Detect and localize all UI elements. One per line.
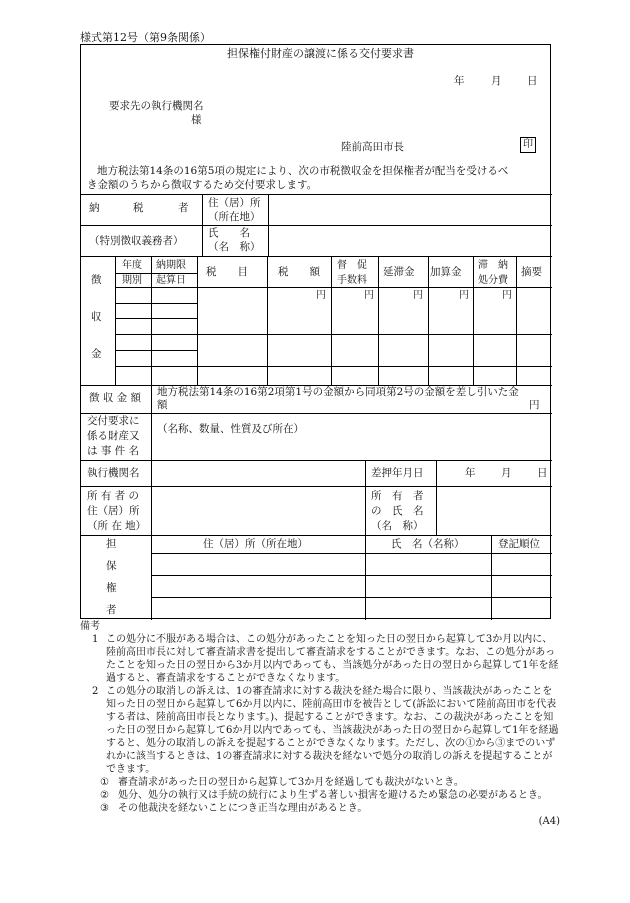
taxpayer-label-3: 者	[178, 202, 189, 214]
header-start-date: 起算日	[156, 275, 186, 286]
date-day: 日	[527, 75, 538, 87]
header-tax-amount: 税 額	[278, 266, 320, 278]
intro-line-2: き金額のうちから徴収するため交付要求します。	[87, 179, 318, 191]
condition-3-text: その他裁決を経ないことにつき正当な理由があるとき。	[118, 803, 368, 814]
collection-amount-text-1: 地方税法第14条の16第2項第1号の金額から同項第2号の金額を差し引いた金	[157, 386, 519, 398]
collection-amount-yen: 円	[529, 399, 540, 411]
mortgagee-name-header: 氏 名（名称）	[391, 538, 465, 550]
taxpayer-address-sublabel: （所在地）	[208, 211, 261, 223]
collection-side-2: 収	[91, 311, 102, 323]
taxpayer-name-label: 氏 名	[208, 227, 250, 239]
owner-name-label-3: （名 称）	[371, 520, 424, 532]
yen-unit: 円	[502, 290, 512, 301]
collection-amount-text-2: 額	[157, 399, 168, 411]
note-2-condition-3	[80, 802, 560, 815]
registration-rank-header: 登記順位	[498, 538, 540, 550]
property-label-3: は 事 件 名	[87, 445, 140, 457]
yen-unit: 円	[364, 290, 374, 301]
form-title: 担保権付財産の譲渡に係る交付要求書	[227, 47, 414, 60]
notes-heading: 備考	[80, 621, 100, 632]
mortgagee-side-1: 担	[106, 538, 117, 550]
mortgagee-side-4: 者	[106, 604, 117, 616]
owner-address-label-1: 所 有 者 の	[87, 490, 140, 502]
note-2-condition-2	[80, 789, 560, 802]
header-additional-charge: 加算金	[430, 266, 462, 278]
note-2-condition-1	[80, 776, 560, 789]
header-reminder-fee-2: 手数料	[337, 275, 367, 286]
recipient-suffix: 様	[191, 114, 202, 126]
form-grid-lines	[81, 45, 552, 620]
owner-name-label-1: 所 有 者	[371, 490, 424, 502]
special-collector-label: （特別徴収義務者）	[89, 235, 184, 247]
header-disposal-fee-2: 処分費	[478, 275, 508, 286]
condition-2-text: 処分、処分の執行又は手続の続行により生ずる著しい損害を避けるため緊急の必要があるとき。	[118, 790, 548, 801]
collection-amount-label: 徴 収 金 額	[89, 392, 142, 404]
taxpayer-label-1: 納	[89, 202, 100, 214]
paper-size-label: (A4)	[538, 816, 560, 827]
condition-3-number: ③	[100, 803, 109, 814]
header-year: 年度	[122, 260, 142, 271]
mortgagee-side-3: 権	[106, 582, 117, 594]
header-remarks: 摘要	[521, 266, 542, 278]
header-reminder-fee-1: 督 促	[337, 260, 367, 271]
condition-2-number: ②	[100, 790, 109, 801]
property-content-hint: （名称、数量、性質及び所在）	[157, 423, 304, 435]
collection-side-1: 徴	[91, 274, 102, 286]
header-delay-charge: 延滞金	[383, 266, 415, 278]
taxpayer-address-label: 住（居）所	[208, 197, 261, 209]
header-deadline: 納期限	[156, 260, 186, 271]
taxpayer-name-sublabel: （名 称）	[208, 241, 261, 253]
intro-line-1: 地方税法第14条の16第5項の規定により、次の市税徴収金を担保権者が配当を受けるべ	[97, 165, 509, 177]
seizure-month: 月	[501, 467, 512, 479]
header-tax-item: 税 目	[206, 266, 248, 278]
date-month: 月	[491, 75, 502, 87]
note-1-text: この処分に不服がある場合は、この処分があったことを知った日の翌日から起算して3か月以内に、陸前高田市長に対して審査請求書を提出して審査請求をすることができます。なお、この処分があったことを知った日の翌日から3か月以内であっても、当該処分があった日の翌日から起算して1年を経過すると、審査請求をすることができなくなります。	[106, 634, 559, 684]
owner-address-label-2: 住（居）所	[87, 505, 140, 517]
header-period: 期別	[122, 275, 142, 286]
yen-unit: 円	[459, 290, 469, 301]
yen-unit: 円	[413, 290, 423, 301]
note-2-text: この処分の取消しの訴えは、1の審査請求に対する裁決を経た場合に限り、当該裁決があったことを知った日の翌日から起算して6か月以内に、陸前高田市を被告として(訴訟において陸前高田市を代表する者は、陸前高田市長となります。)、提起することができます。なお、この裁決があったことを知った日の翌日から起算して6か月以内であっても、当該裁決があった日の翌日から起算して1年を経過すると、処分の取消しの訴えを提起することができなくなります。ただし、次の①から③までのいずれかに該当するときは、1の審査請求に対する裁決を経ないで処分の取消しの訴えを提起することができます。	[106, 686, 559, 775]
condition-1-text: 審査請求があった日の翌日から起算して3か月を経過しても裁決がないとき。	[118, 777, 464, 788]
collection-side-3: 金	[91, 348, 102, 360]
seizure-year: 年	[465, 467, 476, 479]
property-label-2: 係る財産又	[87, 430, 140, 442]
mortgagee-address-header: 住（居）所（所在地）	[203, 538, 308, 550]
yen-unit: 円	[316, 290, 326, 301]
note-1-number: 1	[92, 634, 99, 645]
header-disposal-fee-1: 滞 納	[478, 260, 508, 271]
owner-address-label-3: （所 在 地）	[87, 520, 147, 532]
note-1	[80, 633, 560, 685]
executing-agency-label: 執行機関名	[87, 467, 140, 479]
mortgagee-side-2: 保	[106, 560, 117, 572]
recipient-label: 要求先の執行機関名	[109, 100, 204, 112]
sender-name: 陸前高田市長	[341, 141, 404, 153]
owner-name-label-2: の 氏 名	[371, 505, 424, 517]
notes-section	[80, 620, 560, 828]
note-2	[80, 685, 560, 776]
seizure-date-label: 差押年月日	[371, 467, 424, 479]
property-label-1: 交付要求に	[87, 415, 140, 427]
form-frame	[80, 44, 551, 619]
note-2-number: 2	[92, 686, 99, 697]
condition-1-number: ①	[100, 777, 109, 788]
taxpayer-label-2: 税	[133, 202, 144, 214]
seizure-day: 日	[537, 467, 548, 479]
seal-mark: 印	[520, 137, 536, 153]
date-year: 年	[454, 75, 465, 87]
form-number: 様式第12号（第9条関係）	[80, 31, 211, 44]
